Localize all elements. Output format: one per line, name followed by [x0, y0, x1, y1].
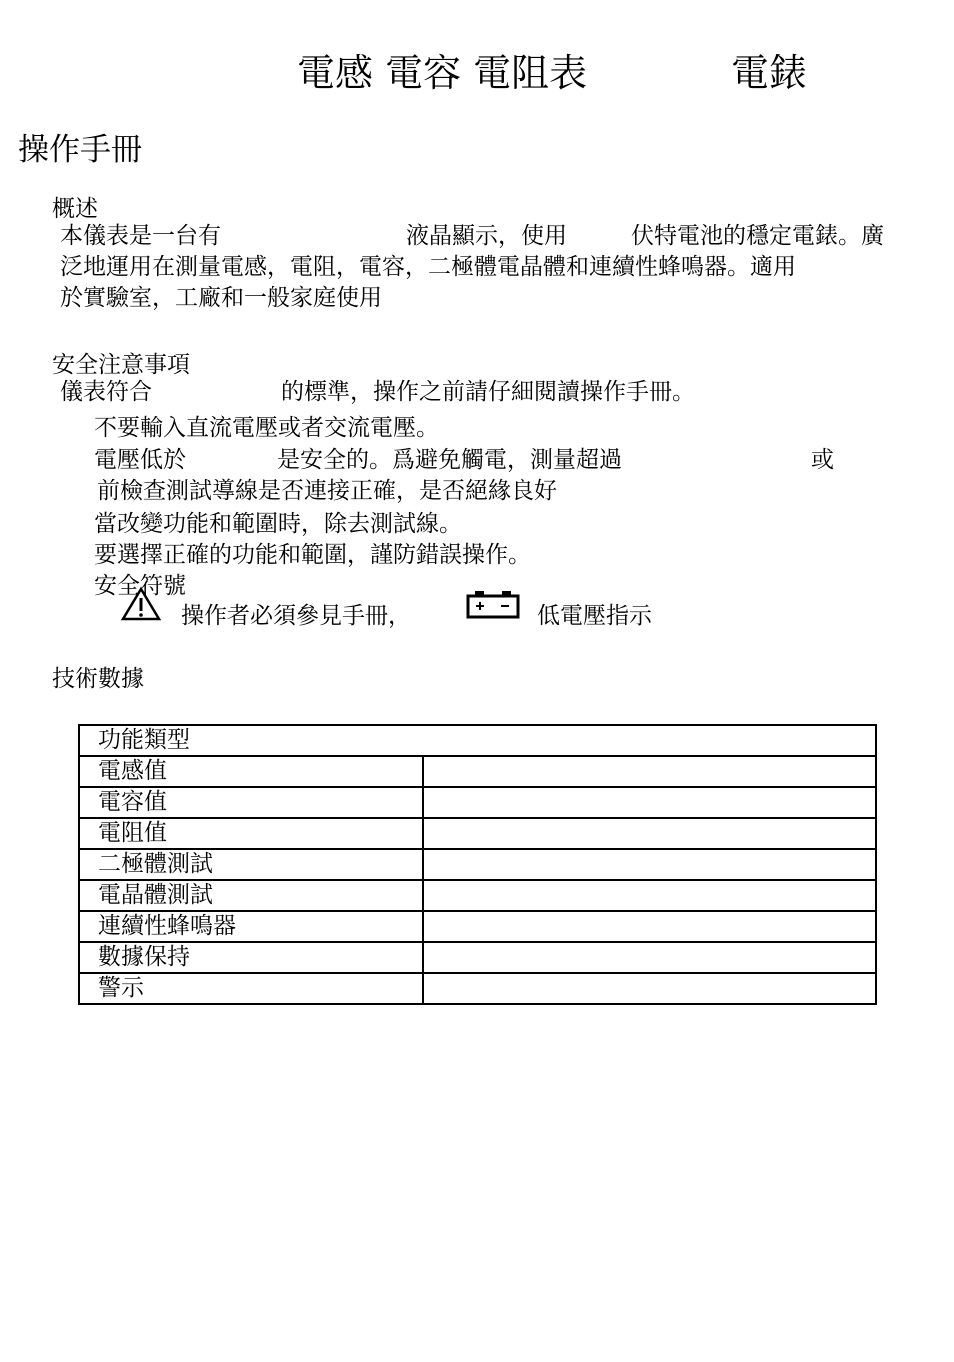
safety-symbols-title: 安全符號	[94, 573, 186, 599]
safety-item-3: 當改變功能和範圍時，除去測試線。	[94, 511, 462, 537]
spec-table-header: 功能類型	[79, 725, 876, 756]
table-row	[79, 973, 876, 1004]
safety-line-1b: 的標準，操作之前請仔細閱讀操作手冊。	[281, 379, 695, 405]
spec-value	[423, 942, 876, 973]
safety-item-2d: 前檢查測試導線是否連接正確，是否絕緣良好	[97, 478, 557, 504]
symbol-manual-text: 操作者必須參見手冊，	[181, 603, 411, 629]
spec-value	[423, 880, 876, 911]
spec-value	[423, 756, 876, 787]
spec-label: 電阻值	[79, 818, 423, 849]
safety-item-2a: 電壓低於	[94, 447, 186, 473]
overview-line-1a: 本儀表是一台有	[60, 223, 221, 249]
page-heading: 操作手冊	[18, 132, 142, 168]
safety-title: 安全注意事項	[52, 352, 190, 378]
spec-value	[423, 973, 876, 1004]
table-row	[79, 818, 876, 849]
spec-label: 電容值	[79, 787, 423, 818]
spec-table	[78, 724, 877, 1005]
table-row	[79, 942, 876, 973]
overview-line-2: 泛地運用在測量電感，電阻，電容，二極體電晶體和連續性蜂鳴器。適用	[60, 254, 796, 280]
safety-item-2b: 是安全的。爲避免觸電，測量超過	[277, 447, 622, 473]
title-suffix: 電錶	[731, 51, 808, 95]
spec-value	[423, 911, 876, 942]
spec-value	[423, 787, 876, 818]
table-row	[79, 849, 876, 880]
table-row	[79, 787, 876, 818]
overview-line-1c: 伏特電池的穩定電錶。廣	[631, 223, 884, 249]
table-row	[79, 756, 876, 787]
spec-label: 警示	[79, 973, 423, 1004]
safety-item-4: 要選擇正確的功能和範圍，謹防錯誤操作。	[94, 542, 531, 568]
overview-line-3: 於實驗室，工廠和一般家庭使用	[60, 285, 382, 311]
overview-title: 概述	[52, 196, 98, 222]
safety-item-1: 不要輸入直流電壓或者交流電壓。	[94, 415, 439, 441]
title-main: 電感 電容 電阻表	[297, 51, 588, 95]
table-row	[79, 911, 876, 942]
tech-title: 技術數據	[52, 666, 144, 692]
symbol-battery-text: 低電壓指示	[537, 603, 652, 629]
spec-label: 電感值	[79, 756, 423, 787]
safety-line-1a: 儀表符合	[60, 379, 152, 405]
spec-value	[423, 818, 876, 849]
spec-table-header-row	[79, 725, 876, 756]
table-row	[79, 880, 876, 911]
spec-label: 電晶體測試	[79, 880, 423, 911]
warning-triangle-icon	[120, 586, 162, 622]
spec-label: 數據保持	[79, 942, 423, 973]
spec-label: 連續性蜂鳴器	[79, 911, 423, 942]
battery-icon	[466, 590, 520, 620]
spec-value	[423, 849, 876, 880]
safety-item-2c: 或	[811, 447, 834, 473]
overview-line-1b: 液晶顯示，使用	[406, 223, 567, 249]
spec-label: 二極體測試	[79, 849, 423, 880]
